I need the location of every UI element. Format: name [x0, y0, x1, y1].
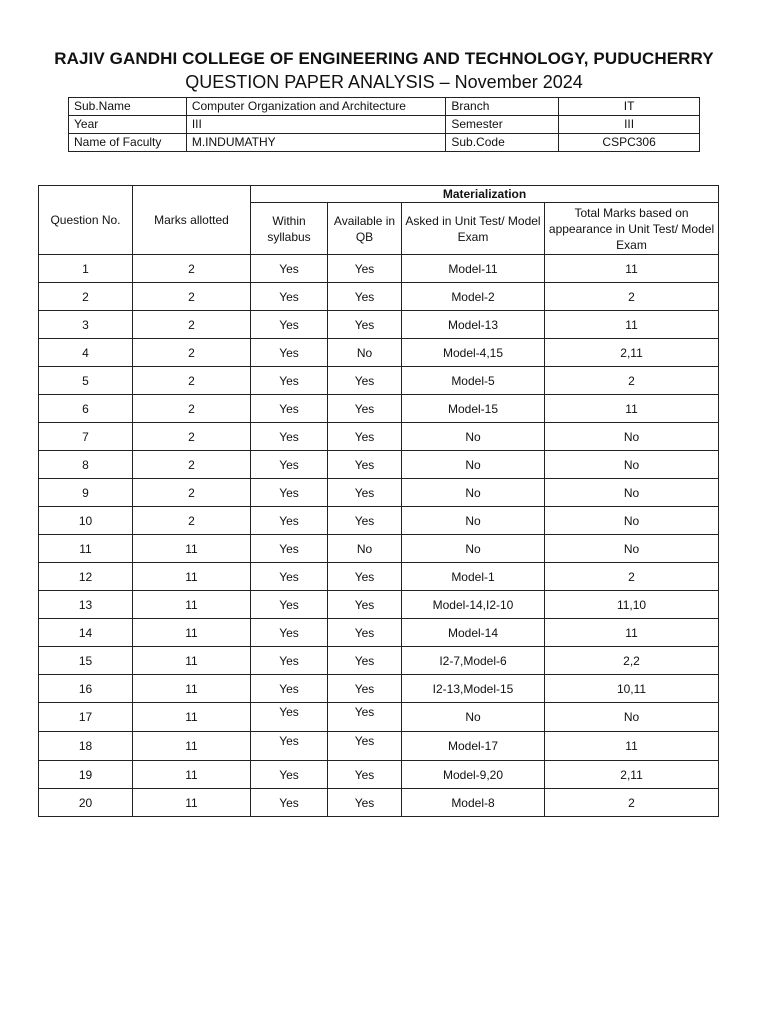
table-row	[39, 479, 719, 507]
asked-in-exam: No	[402, 535, 545, 563]
faculty-name: M.INDUMATHY	[186, 134, 446, 152]
asked-in-exam: Model-14,I2-10	[402, 591, 545, 619]
total-marks: 2,11	[545, 339, 719, 367]
within-syllabus: Yes	[251, 479, 328, 507]
question-number: 4	[39, 339, 133, 367]
info-label: Year	[69, 116, 187, 134]
asked-in-exam: I2-13,Model-15	[402, 675, 545, 703]
marks-allotted: 2	[133, 311, 251, 339]
marks-allotted: 2	[133, 423, 251, 451]
marks-allotted: 2	[133, 507, 251, 535]
asked-in-exam: No	[402, 703, 545, 732]
within-syllabus: Yes	[251, 255, 328, 283]
asked-in-exam: Model-11	[402, 255, 545, 283]
info-row	[69, 98, 700, 116]
available-in-qb: Yes	[328, 507, 402, 535]
table-row	[39, 395, 719, 423]
info-label: Name of Faculty	[69, 134, 187, 152]
table-body	[39, 255, 719, 817]
info-row	[69, 116, 700, 134]
table-row	[39, 339, 719, 367]
total-marks: 11	[545, 395, 719, 423]
info-row	[69, 134, 700, 152]
within-syllabus: Yes	[251, 675, 328, 703]
available-in-qb: Yes	[328, 789, 402, 817]
asked-in-exam: Model-1	[402, 563, 545, 591]
table-row	[39, 732, 719, 761]
within-syllabus: Yes	[251, 423, 328, 451]
marks-allotted: 2	[133, 395, 251, 423]
within-syllabus: Yes	[251, 732, 328, 761]
available-in-qb: Yes	[328, 563, 402, 591]
header-total-marks: Total Marks based on appearance in Unit Test/ Model Exam	[545, 203, 719, 255]
table-row	[39, 283, 719, 311]
available-in-qb: Yes	[328, 255, 402, 283]
marks-allotted: 11	[133, 563, 251, 591]
available-in-qb: Yes	[328, 647, 402, 675]
within-syllabus: Yes	[251, 451, 328, 479]
header-marks-allotted: Marks allotted	[133, 186, 251, 255]
asked-in-exam: Model-2	[402, 283, 545, 311]
total-marks: 11	[545, 311, 719, 339]
asked-in-exam: No	[402, 423, 545, 451]
table-row	[39, 507, 719, 535]
total-marks: 11,10	[545, 591, 719, 619]
total-marks: 2	[545, 283, 719, 311]
header-materialization: Materialization	[251, 186, 719, 203]
asked-in-exam: Model-8	[402, 789, 545, 817]
question-number: 5	[39, 367, 133, 395]
question-number: 2	[39, 283, 133, 311]
within-syllabus: Yes	[251, 283, 328, 311]
question-number: 20	[39, 789, 133, 817]
total-marks: No	[545, 535, 719, 563]
semester-value: III	[559, 116, 700, 134]
question-number: 13	[39, 591, 133, 619]
available-in-qb: Yes	[328, 619, 402, 647]
header-question-no: Question No.	[39, 186, 133, 255]
within-syllabus: Yes	[251, 647, 328, 675]
marks-allotted: 2	[133, 451, 251, 479]
available-in-qb: Yes	[328, 591, 402, 619]
asked-in-exam: No	[402, 507, 545, 535]
available-in-qb: Yes	[328, 283, 402, 311]
marks-allotted: 11	[133, 535, 251, 563]
table-row	[39, 423, 719, 451]
question-number: 19	[39, 761, 133, 789]
asked-in-exam: No	[402, 451, 545, 479]
within-syllabus: Yes	[251, 395, 328, 423]
question-number: 11	[39, 535, 133, 563]
total-marks: No	[545, 479, 719, 507]
question-number: 15	[39, 647, 133, 675]
total-marks: 2	[545, 563, 719, 591]
within-syllabus: Yes	[251, 367, 328, 395]
available-in-qb: Yes	[328, 675, 402, 703]
analysis-table	[38, 185, 719, 817]
info-label: Sub.Name	[69, 98, 187, 116]
available-in-qb: Yes	[328, 732, 402, 761]
within-syllabus: Yes	[251, 563, 328, 591]
available-in-qb: Yes	[328, 761, 402, 789]
table-row	[39, 563, 719, 591]
table-row	[39, 367, 719, 395]
subject-name: Computer Organization and Architecture	[186, 98, 446, 116]
marks-allotted: 11	[133, 619, 251, 647]
question-number: 18	[39, 732, 133, 761]
branch-value: IT	[559, 98, 700, 116]
total-marks: No	[545, 451, 719, 479]
asked-in-exam: Model-13	[402, 311, 545, 339]
table-row	[39, 451, 719, 479]
available-in-qb: Yes	[328, 703, 402, 732]
table-row	[39, 761, 719, 789]
table-row	[39, 619, 719, 647]
table-row	[39, 789, 719, 817]
asked-in-exam: Model-9,20	[402, 761, 545, 789]
within-syllabus: Yes	[251, 339, 328, 367]
table-row	[39, 647, 719, 675]
within-syllabus: Yes	[251, 619, 328, 647]
marks-allotted: 2	[133, 367, 251, 395]
table-row	[39, 311, 719, 339]
table-row	[39, 535, 719, 563]
document-title: QUESTION PAPER ANALYSIS – November 2024	[185, 72, 583, 92]
marks-allotted: 11	[133, 591, 251, 619]
marks-allotted: 2	[133, 283, 251, 311]
marks-allotted: 11	[133, 703, 251, 732]
within-syllabus: Yes	[251, 507, 328, 535]
total-marks: 2	[545, 367, 719, 395]
total-marks: 11	[545, 732, 719, 761]
total-marks: No	[545, 423, 719, 451]
marks-allotted: 11	[133, 789, 251, 817]
marks-allotted: 11	[133, 647, 251, 675]
available-in-qb: Yes	[328, 479, 402, 507]
question-number: 17	[39, 703, 133, 732]
question-number: 6	[39, 395, 133, 423]
table-row	[39, 591, 719, 619]
college-title: RAJIV GANDHI COLLEGE OF ENGINEERING AND TECHNOLOGY, PUDUCHERRY	[54, 49, 714, 68]
year-value: III	[186, 116, 446, 134]
question-number: 14	[39, 619, 133, 647]
table-row	[39, 703, 719, 732]
info-label: Semester	[446, 116, 559, 134]
marks-allotted: 2	[133, 255, 251, 283]
question-number: 10	[39, 507, 133, 535]
asked-in-exam: Model-14	[402, 619, 545, 647]
question-number: 9	[39, 479, 133, 507]
within-syllabus: Yes	[251, 789, 328, 817]
header-available-in-qb: Available in QB	[328, 203, 402, 255]
within-syllabus: Yes	[251, 535, 328, 563]
course-info-table	[68, 97, 700, 152]
asked-in-exam: Model-17	[402, 732, 545, 761]
within-syllabus: Yes	[251, 703, 328, 732]
question-number: 1	[39, 255, 133, 283]
marks-allotted: 2	[133, 339, 251, 367]
asked-in-exam: Model-15	[402, 395, 545, 423]
asked-in-exam: Model-4,15	[402, 339, 545, 367]
within-syllabus: Yes	[251, 311, 328, 339]
total-marks: No	[545, 703, 719, 732]
total-marks: 2,2	[545, 647, 719, 675]
total-marks: 2	[545, 789, 719, 817]
within-syllabus: Yes	[251, 761, 328, 789]
info-label: Sub.Code	[446, 134, 559, 152]
within-syllabus: Yes	[251, 591, 328, 619]
total-marks: 2,11	[545, 761, 719, 789]
question-number: 16	[39, 675, 133, 703]
question-number: 3	[39, 311, 133, 339]
available-in-qb: Yes	[328, 367, 402, 395]
available-in-qb: Yes	[328, 311, 402, 339]
header-row	[39, 186, 719, 203]
asked-in-exam: I2-7,Model-6	[402, 647, 545, 675]
asked-in-exam: No	[402, 479, 545, 507]
available-in-qb: Yes	[328, 451, 402, 479]
question-number: 8	[39, 451, 133, 479]
subject-code: CSPC306	[559, 134, 700, 152]
header-asked-in: Asked in Unit Test/ Model Exam	[402, 203, 545, 255]
marks-allotted: 11	[133, 675, 251, 703]
marks-allotted: 11	[133, 732, 251, 761]
total-marks: 11	[545, 619, 719, 647]
question-number: 12	[39, 563, 133, 591]
header-within-syllabus: Within syllabus	[251, 203, 328, 255]
table-row	[39, 675, 719, 703]
info-label: Branch	[446, 98, 559, 116]
total-marks: 11	[545, 255, 719, 283]
marks-allotted: 2	[133, 479, 251, 507]
available-in-qb: No	[328, 339, 402, 367]
question-number: 7	[39, 423, 133, 451]
available-in-qb: Yes	[328, 423, 402, 451]
total-marks: 10,11	[545, 675, 719, 703]
marks-allotted: 11	[133, 761, 251, 789]
asked-in-exam: Model-5	[402, 367, 545, 395]
available-in-qb: No	[328, 535, 402, 563]
total-marks: No	[545, 507, 719, 535]
available-in-qb: Yes	[328, 395, 402, 423]
table-row	[39, 255, 719, 283]
